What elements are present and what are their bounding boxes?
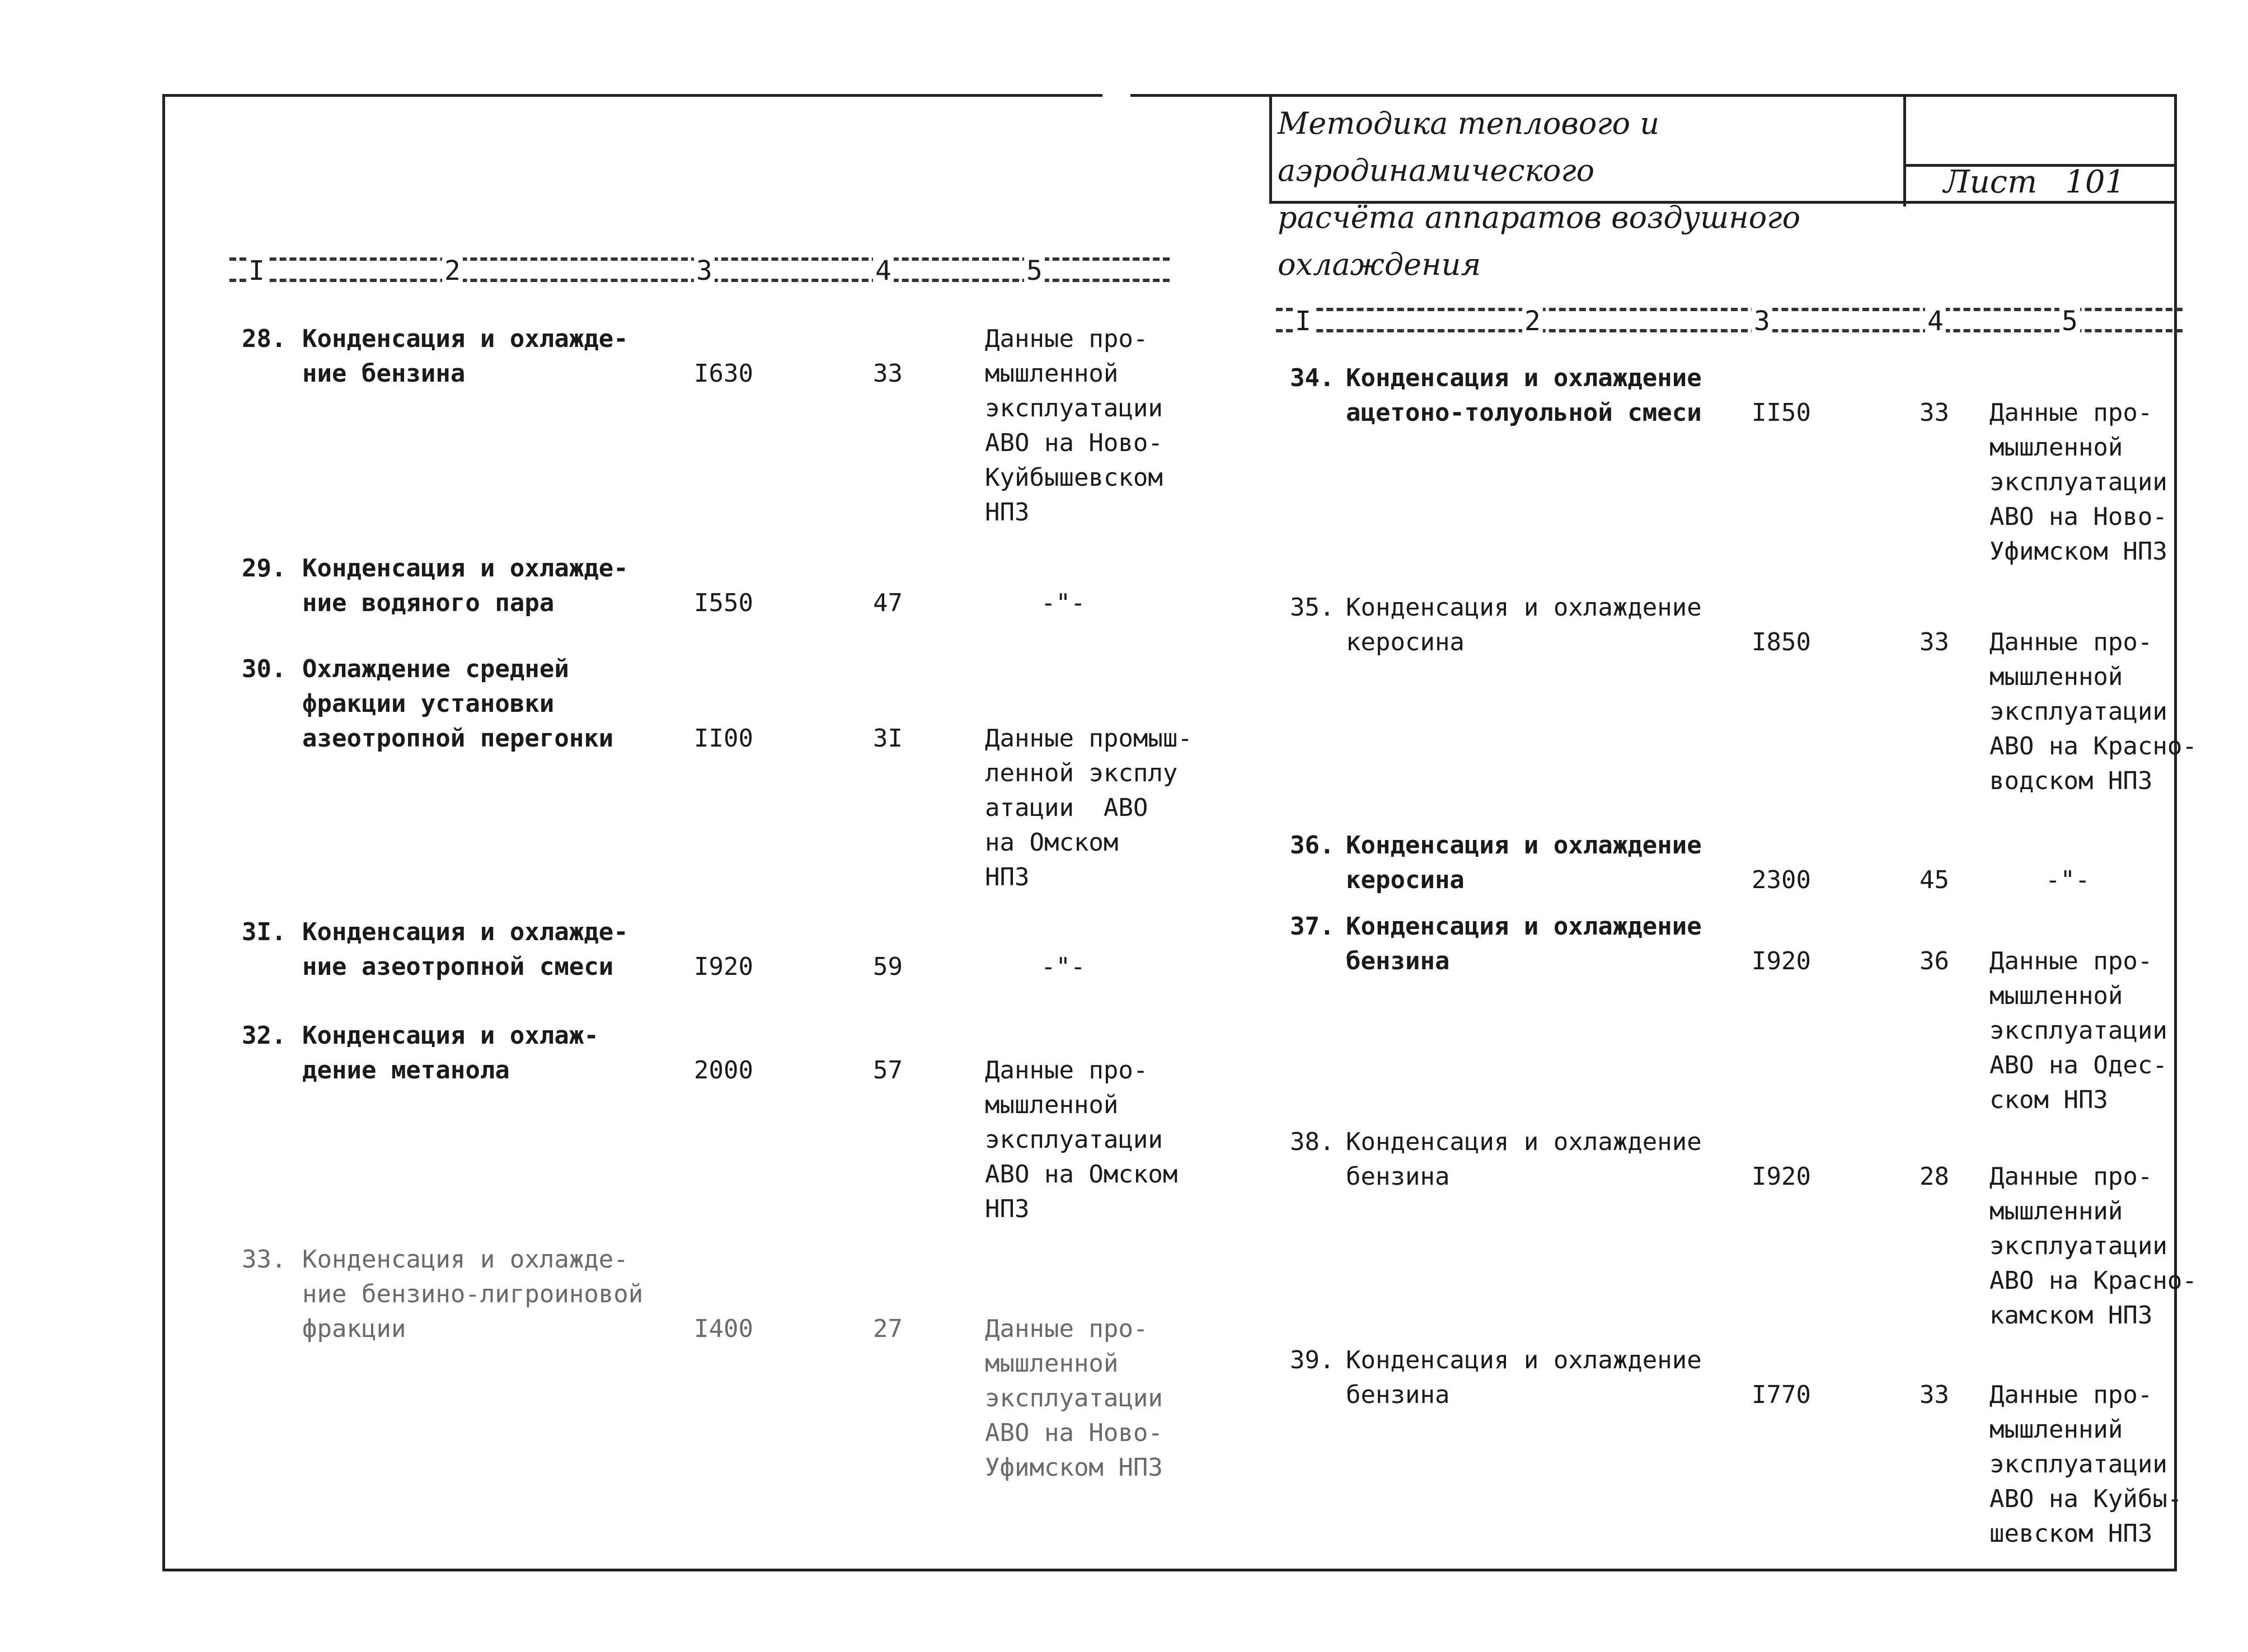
row-description: Конденсация и охлажде- [302,1245,628,1274]
row-source: эксплуатации [1989,468,2167,496]
title-divider [1903,97,1906,206]
col-num-2: 2 [1522,308,1543,335]
row-source: -"- [2045,866,2090,894]
row-description: фракции [302,1315,406,1343]
row-source: ском НПЗ [1989,1086,2108,1114]
row-source: эксплуатации [1989,1016,2167,1045]
row-description: ацетоно-толуольной смеси [1346,398,1702,427]
col-num-4: 4 [1925,308,1946,335]
row-value-col4: 33 [1920,628,1949,656]
row-description: Конденсация и охлажде- [302,918,628,946]
row-source: АВО на Красно- [1989,732,2197,761]
row-description: бензина [1346,1381,1450,1409]
row-description: Конденсация и охлаждение [1346,593,1702,622]
row-description: Конденсация и охлаждение [1346,912,1702,941]
row-source: мышленной [1989,663,2123,691]
row-value-col3: I920 [1752,1162,1811,1191]
row-source: на Омском [985,828,1119,857]
row-source: эксплуатации [985,1384,1163,1412]
row-source: эксплуатации [1989,1450,2167,1479]
row-source: -"- [1041,952,1086,981]
row-description: Конденсация и охлаждение [1346,364,1702,392]
col-num-3: 3 [1752,308,1772,335]
row-value-col3: I550 [694,589,753,617]
row-value-col4: 3I [873,724,903,753]
row-source: шевском НПЗ [1989,1519,2153,1548]
row-value-col3: II00 [694,724,753,753]
row-value-col4: 45 [1920,866,1949,894]
row-source: Уфимском НПЗ [1989,537,2167,566]
row-source: мышленной [1989,982,2123,1010]
row-value-col4: 36 [1920,947,1949,975]
row-number: 28. [242,325,287,353]
row-source: камском НПЗ [1989,1301,2153,1330]
row-description: фракции установки [302,689,555,718]
document-title [1278,100,1893,288]
sheet-number: 101 [2065,164,2125,200]
row-source: эксплуатации [985,1125,1163,1154]
row-description: Конденсация и охлаж- [302,1021,599,1050]
title-line-2: расчёта аппаратов воздушного охлаждения [1278,200,1801,282]
row-number: 30. [242,655,287,683]
row-source: Данные про- [985,1056,1148,1085]
row-description: Конденсация и охлажде- [302,554,628,583]
right-column-header [1276,302,2183,341]
row-value-col4: 47 [873,589,903,617]
row-source: мышленной [985,1091,1119,1119]
row-description: бензина [1346,1162,1450,1191]
row-value-col4: 57 [873,1056,903,1085]
row-description: бензина [1346,947,1450,975]
row-source: водском НПЗ [1989,767,2153,795]
row-description: ние азеотропной смеси [302,952,614,981]
row-source: Данные про- [985,1315,1148,1343]
row-source: Данные про- [1989,1162,2153,1191]
row-source: эксплуатации [985,394,1163,423]
row-value-col3: 2300 [1752,866,1811,894]
row-number: 3I. [242,918,287,946]
row-source: Данные про- [985,325,1148,353]
row-source: АВО на Красно- [1989,1266,2197,1295]
row-source: Куйбышевском [985,463,1163,492]
row-value-col3: I920 [1752,947,1811,975]
row-source: Данные промыш- [985,724,1193,753]
row-number: 38. [1290,1128,1335,1156]
row-value-col3: I770 [1752,1381,1811,1409]
col-num-5: 5 [2059,308,2080,335]
row-source: мышленний [1989,1415,2123,1444]
row-source: мышленной [1989,433,2123,462]
row-description: керосина [1346,866,1465,894]
row-source: Данные про- [1989,398,2153,427]
row-description: азеотропной перегонки [302,724,614,753]
col-num-5: 5 [1024,257,1045,284]
row-source: мышленной [985,1349,1119,1378]
row-description: Конденсация и охлаждение [1346,1346,1702,1374]
row-source: ленной эксплу [985,759,1178,787]
col-num-3: 3 [694,257,715,284]
row-number: 34. [1290,364,1335,392]
row-source: эксплуатации [1989,697,2167,726]
row-source: АВО на Одес- [1989,1051,2167,1080]
row-value-col4: 33 [1920,398,1949,427]
row-source: НПЗ [985,863,1030,891]
row-description: дение метанола [302,1056,510,1085]
header-dash-bottom [1276,329,2183,332]
row-value-col4: 33 [1920,1381,1949,1409]
row-description: Конденсация и охлаждение [1346,831,1702,860]
row-number: 39. [1290,1346,1335,1374]
row-value-col3: I400 [694,1315,753,1343]
row-description: керосина [1346,628,1465,656]
row-value-col3: I850 [1752,628,1811,656]
row-description: ние бензина [302,359,466,388]
row-source: АВО на Омском [985,1160,1178,1189]
row-value-col3: II50 [1752,398,1811,427]
row-number: 32. [242,1021,287,1050]
row-source: Данные про- [1989,628,2153,656]
row-source: атации АВО [985,794,1148,822]
row-number: 33. [242,1245,287,1274]
row-description: Конденсация и охлажде- [302,325,628,353]
row-source: АВО на Ново- [985,1419,1163,1447]
col-num-2: 2 [442,257,463,284]
header-dash-top [1276,308,2183,311]
row-value-col3: 2000 [694,1056,753,1085]
col-num-1: I [246,257,267,284]
row-source: мышленной [985,359,1119,388]
top-border-mid [1130,94,1270,97]
row-value-col4: 28 [1920,1162,1949,1191]
row-source: Данные про- [1989,1381,2153,1409]
row-number: 35. [1290,593,1335,622]
row-description: ние водяного пара [302,589,555,617]
col-num-1: I [1293,308,1313,335]
row-source: АВО на Ново- [985,429,1163,457]
row-source: -"- [1041,589,1086,617]
col-num-4: 4 [873,257,894,284]
row-number: 36. [1290,831,1335,860]
row-source: эксплуатации [1989,1232,2167,1260]
row-source: НПЗ [985,1195,1030,1223]
row-description: Конденсация и охлаждение [1346,1128,1702,1156]
sheet-label [1944,163,2125,202]
row-number: 29. [242,554,287,583]
row-description: ние бензино-лигроиновой [302,1280,644,1308]
row-value-col3: I920 [694,952,753,981]
row-source: АВО на Ново- [1989,503,2167,531]
row-source: НПЗ [985,498,1030,527]
row-source: Данные про- [1989,947,2153,975]
row-source: АВО на Куйбы- [1989,1485,2183,1513]
row-number: 37. [1290,912,1335,941]
title-block [1269,94,2177,282]
row-value-col3: I630 [694,359,753,388]
title-line-1: Методика теплового и аэродинамического [1278,106,1660,188]
top-border-left [162,94,1102,97]
row-value-col4: 59 [873,952,903,981]
row-value-col4: 27 [873,1315,903,1343]
row-value-col4: 33 [873,359,903,388]
left-column-header [229,252,1170,291]
row-source: Уфимском НПЗ [985,1453,1163,1482]
row-source: мышленний [1989,1197,2123,1226]
row-description: Охлаждение средней [302,655,569,683]
sheet-label-text: Лист [1944,164,2038,200]
